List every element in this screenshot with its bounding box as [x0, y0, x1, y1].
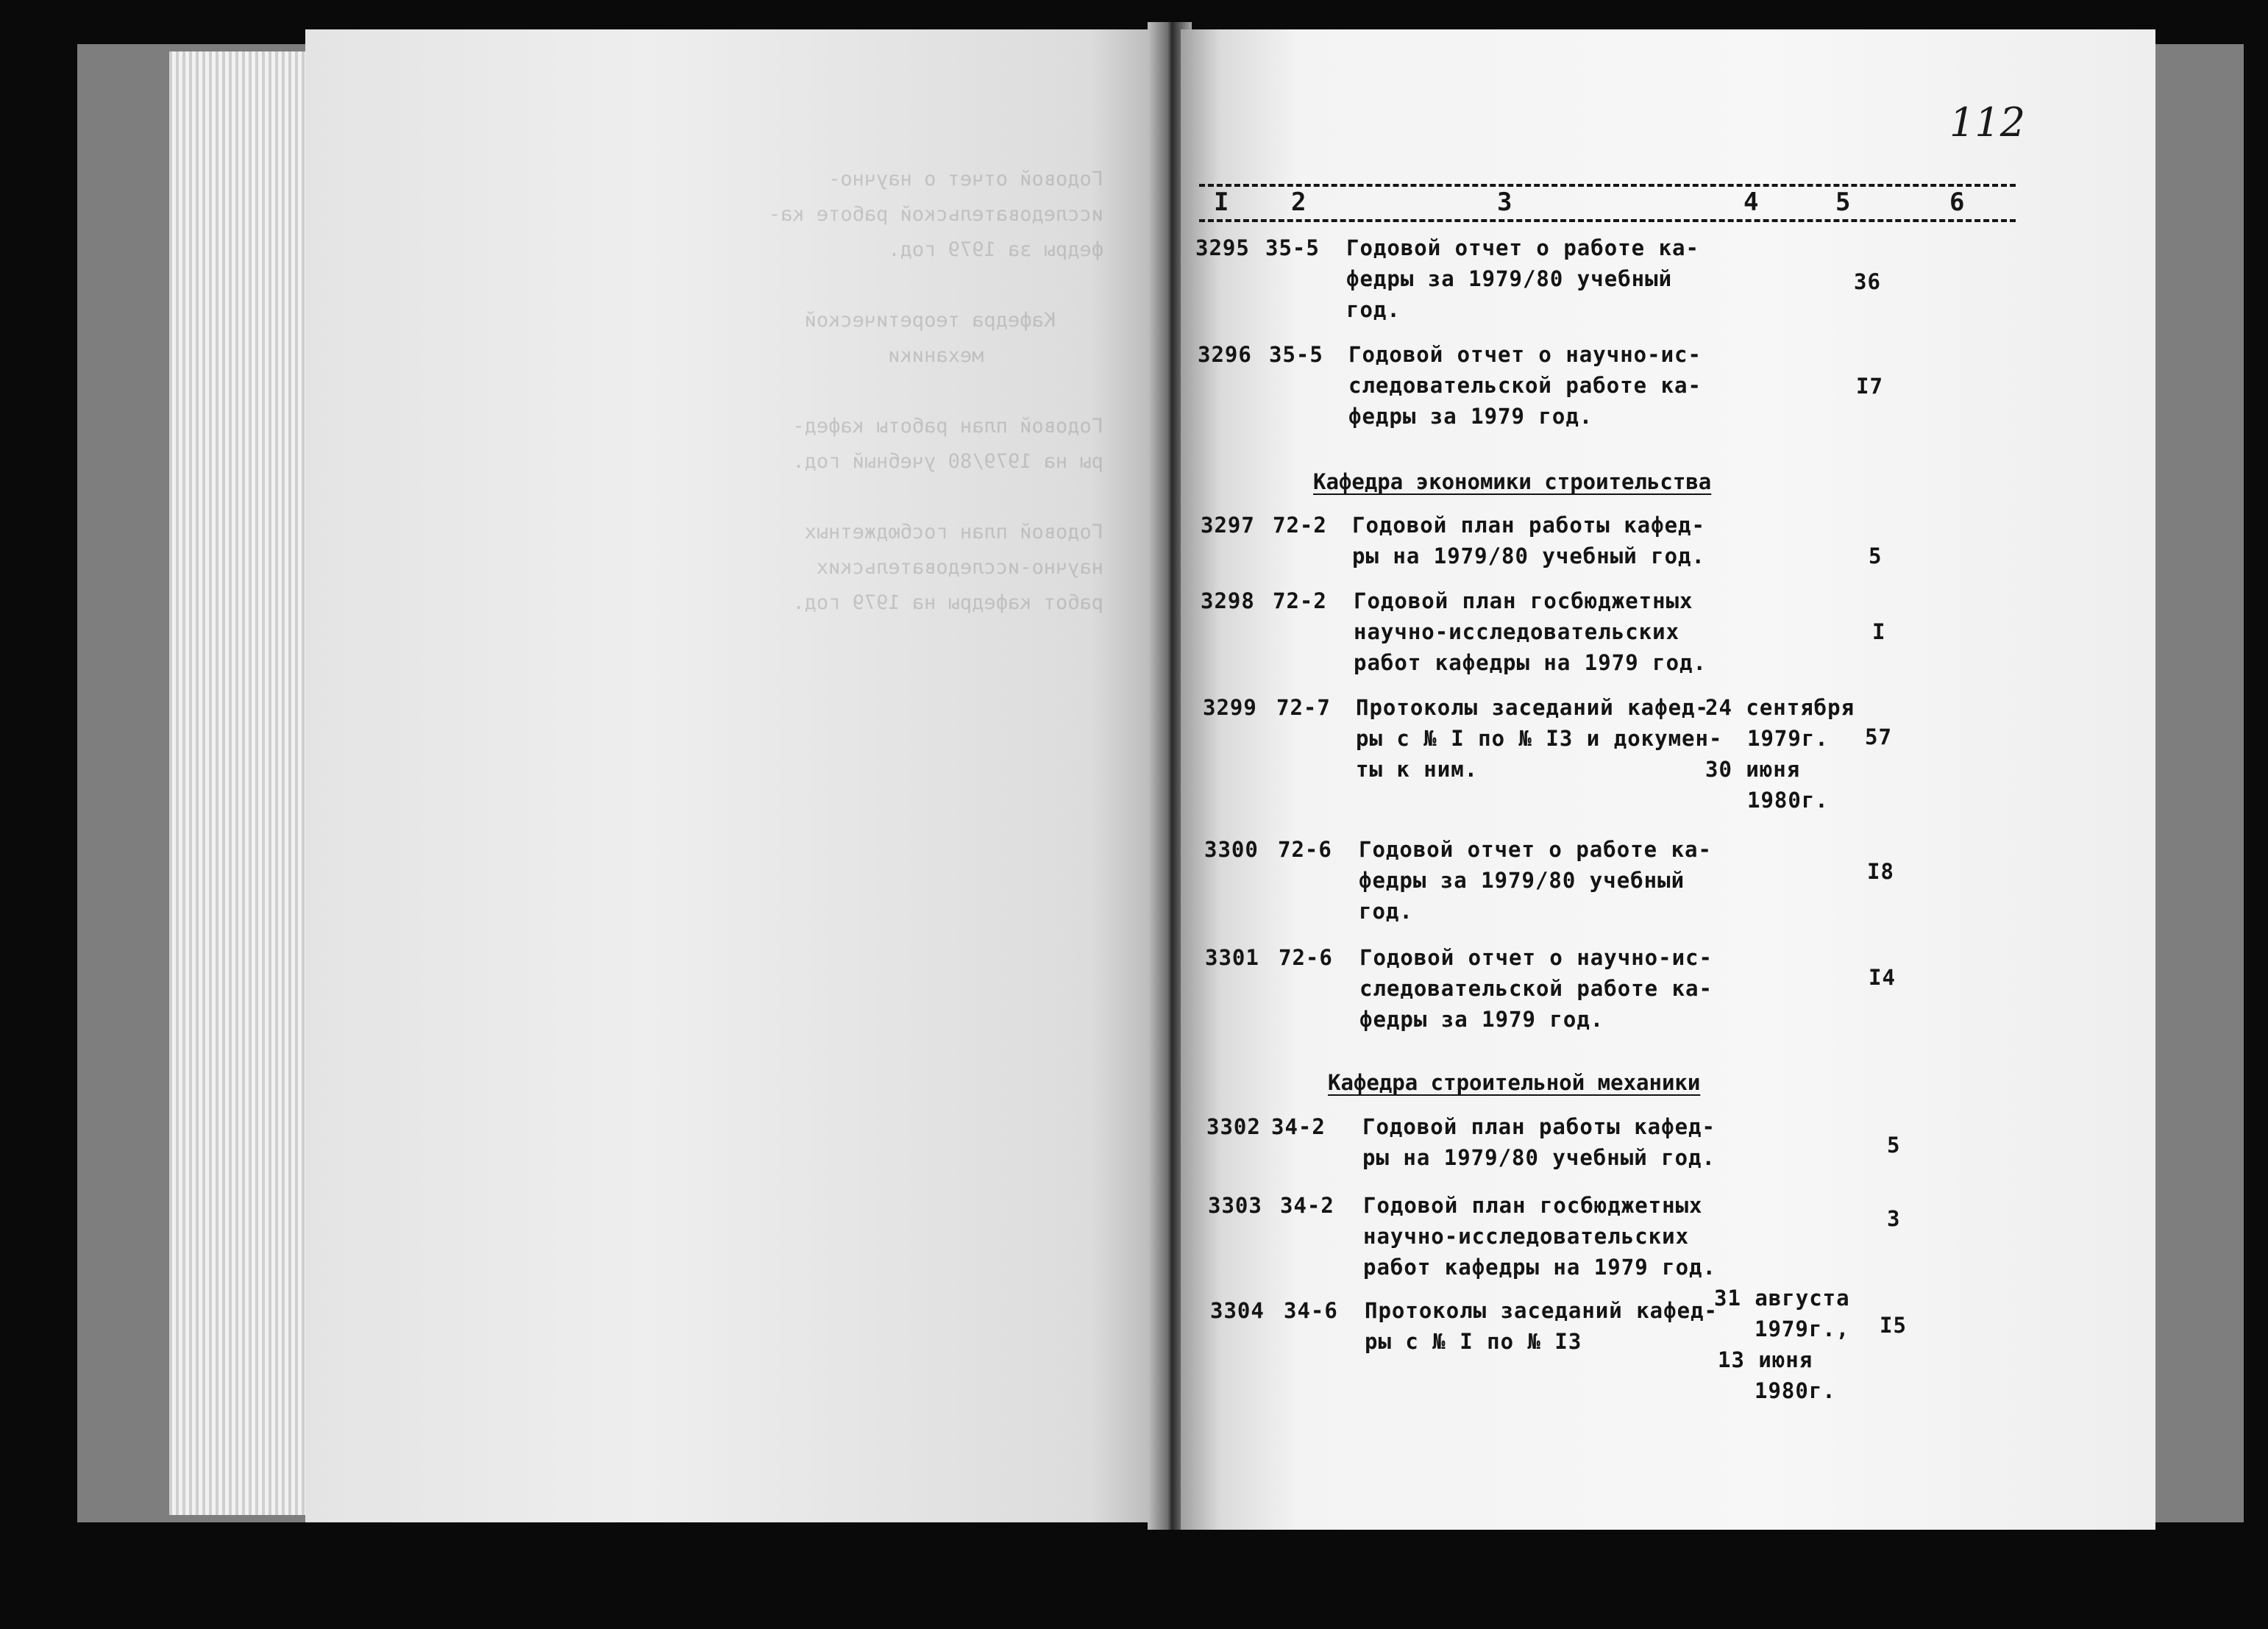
row-date-line: 30 июня: [1705, 757, 1801, 782]
page-number: 112: [1949, 99, 2026, 146]
row-number: 3299: [1203, 695, 1257, 720]
row-pages: I7: [1856, 374, 1883, 399]
row-text-line: Годовой отчет о работе ка-: [1359, 837, 1712, 862]
row-code: 72-2: [1273, 513, 1327, 538]
row-pages: 36: [1854, 269, 1881, 294]
row-text-line: следовательской работе ка-: [1359, 976, 1713, 1001]
row-pages: I5: [1880, 1313, 1907, 1338]
row-date-line: 1979г.: [1747, 726, 1829, 751]
row-text-line: ры с № I по № I3 и докумен-: [1356, 726, 1723, 751]
header-col-1: I: [1214, 188, 1229, 217]
row-text-line: федры за 1979/80 учебный: [1359, 868, 1685, 893]
row-number: 3298: [1201, 588, 1255, 613]
row-date-line: 1980г.: [1747, 788, 1829, 813]
row-pages: 5: [1869, 543, 1883, 568]
row-code: 72-7: [1276, 695, 1331, 720]
row-number: 3301: [1205, 945, 1259, 970]
row-date-line: 24 сентября: [1705, 695, 1855, 720]
row-text-line: Годовой отчет о научно-ис-: [1359, 945, 1713, 970]
row-code: 34-6: [1284, 1298, 1338, 1323]
row-text-line: работ кафедры на 1979 год.: [1363, 1255, 1716, 1280]
row-text-line: ры на 1979/80 учебный год.: [1362, 1145, 1716, 1170]
row-code: 72-2: [1273, 588, 1327, 613]
row-date-line: 13 июня: [1718, 1347, 1813, 1372]
header-rule-bottom: [1199, 219, 2016, 222]
row-text-line: год.: [1346, 297, 1401, 322]
row-text-line: Протоколы заседаний кафед-: [1356, 695, 1709, 720]
row-text-line: научно-исследовательских: [1363, 1224, 1690, 1249]
row-code: 34-2: [1271, 1114, 1326, 1139]
row-text-line: научно-исследовательских: [1354, 619, 1680, 644]
row-number: 3295: [1195, 235, 1250, 260]
header-col-6: 6: [1949, 188, 1965, 217]
row-text-line: ры на 1979/80 учебный год.: [1352, 543, 1705, 568]
row-text-line: Годовой план госбюджетных: [1354, 588, 1693, 613]
row-text-line: Годовой план работы кафед-: [1362, 1114, 1716, 1139]
row-pages: I4: [1869, 965, 1896, 990]
row-date-line: 31 августа: [1714, 1286, 1850, 1311]
row-code: 34-2: [1280, 1193, 1334, 1218]
left-page-bleed-through: Годовой отчет о научно- исследовательской работе ка- федры за 1979 год. Кафедра теоретической механики Годовой план работы кафед- ры на 1979/80 учебный год. Годовой план госбюджетных научно-исследовательских работ кафедры на 1979 год.: [768, 168, 1103, 614]
row-text-line: федры за 1979/80 учебный: [1346, 266, 1673, 291]
row-pages: 5: [1887, 1133, 1901, 1158]
section-heading: Кафедра строительной механики: [1328, 1070, 1701, 1095]
row-code: 35-5: [1265, 235, 1320, 260]
row-text-line: Годовой отчет о работе ка-: [1346, 235, 1699, 260]
row-text-line: Годовой план госбюджетных: [1363, 1193, 1703, 1218]
header-rule-top: [1199, 184, 2016, 187]
header-col-5: 5: [1835, 188, 1851, 217]
row-number: 3297: [1201, 513, 1255, 538]
row-text-line: ты к ним.: [1356, 757, 1479, 782]
row-number: 3303: [1208, 1193, 1262, 1218]
row-number: 3304: [1210, 1298, 1265, 1323]
row-pages: I: [1872, 619, 1886, 644]
row-text-line: федры за 1979 год.: [1348, 404, 1593, 429]
header-col-2: 2: [1291, 188, 1307, 217]
row-number: 3300: [1204, 837, 1259, 862]
header-col-3: 3: [1497, 188, 1512, 217]
row-code: 72-6: [1279, 945, 1333, 970]
row-number: 3296: [1198, 342, 1252, 367]
row-text-line: Годовой отчет о научно-ис-: [1348, 342, 1702, 367]
row-text-line: работ кафедры на 1979 год.: [1354, 650, 1707, 675]
row-text-line: следовательской работе ка-: [1348, 373, 1702, 398]
row-text-line: Годовой план работы кафед-: [1352, 513, 1705, 538]
header-col-4: 4: [1743, 188, 1759, 217]
row-text-line: ры с № I по № I3: [1365, 1329, 1582, 1354]
row-text-line: год.: [1359, 899, 1413, 924]
row-date-line: 1980г.: [1755, 1378, 1836, 1403]
row-pages: 57: [1865, 724, 1892, 749]
row-text-line: федры за 1979 год.: [1359, 1007, 1604, 1032]
row-text-line: Протоколы заседаний кафед-: [1365, 1298, 1718, 1323]
row-number: 3302: [1206, 1114, 1261, 1139]
row-date-line: 1979г.,: [1755, 1316, 1850, 1341]
row-code: 35-5: [1269, 342, 1323, 367]
row-pages: I8: [1867, 859, 1894, 884]
section-heading: Кафедра экономики строительства: [1313, 469, 1712, 494]
row-pages: 3: [1887, 1206, 1901, 1231]
row-code: 72-6: [1278, 837, 1332, 862]
